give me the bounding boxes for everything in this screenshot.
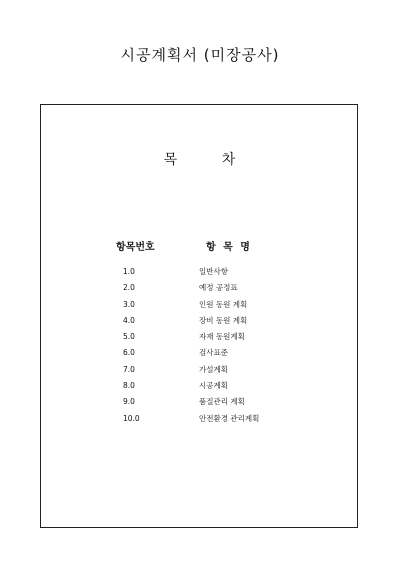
toc-item [0, 365, 400, 381]
toc-item-name: 품질관리 계획 [199, 397, 245, 407]
toc-item-number: 4.0 [123, 315, 135, 325]
toc-item-name: 일반사항 [199, 267, 228, 276]
toc-item-name: 장비 동원 계획 [199, 315, 248, 325]
toc-item-name: 안전환경 관리계획 [199, 413, 260, 423]
toc-item [0, 414, 400, 430]
toc-item-number: 10.0 [123, 413, 140, 423]
toc-item-number: 2.0 [123, 283, 135, 293]
toc-item-number: 6.0 [123, 348, 135, 358]
toc-item-number: 5.0 [123, 332, 135, 342]
toc-item-number: 1.0 [123, 267, 135, 276]
toc-item-name: 가설계획 [199, 364, 228, 374]
column-header-number: 항목번호 [116, 242, 155, 253]
toc-item-name: 예정 공정표 [199, 283, 238, 293]
toc-item-name: 인원 동원 계획 [199, 299, 248, 309]
toc-item [0, 300, 400, 316]
toc-list [0, 267, 400, 430]
toc-item-number: 9.0 [123, 397, 135, 407]
toc-item [0, 283, 400, 299]
toc-item [0, 332, 400, 348]
document-title: 시공계획서 (미장공사) [120, 46, 280, 64]
column-header-name: 항 목 명 [206, 242, 252, 253]
toc-item [0, 348, 400, 364]
toc-item-name: 검사표준 [199, 348, 228, 358]
toc-heading: 목 차 [163, 152, 237, 168]
toc-item [0, 267, 400, 283]
toc-item-number: 7.0 [123, 364, 135, 374]
toc-item [0, 316, 400, 332]
toc-item-name: 시공계획 [199, 381, 228, 391]
toc-item [0, 397, 400, 413]
toc-item-number: 3.0 [123, 299, 135, 309]
toc-item-name: 자재 동원계획 [199, 332, 245, 342]
toc-item [0, 381, 400, 397]
toc-item-number: 8.0 [123, 381, 135, 391]
